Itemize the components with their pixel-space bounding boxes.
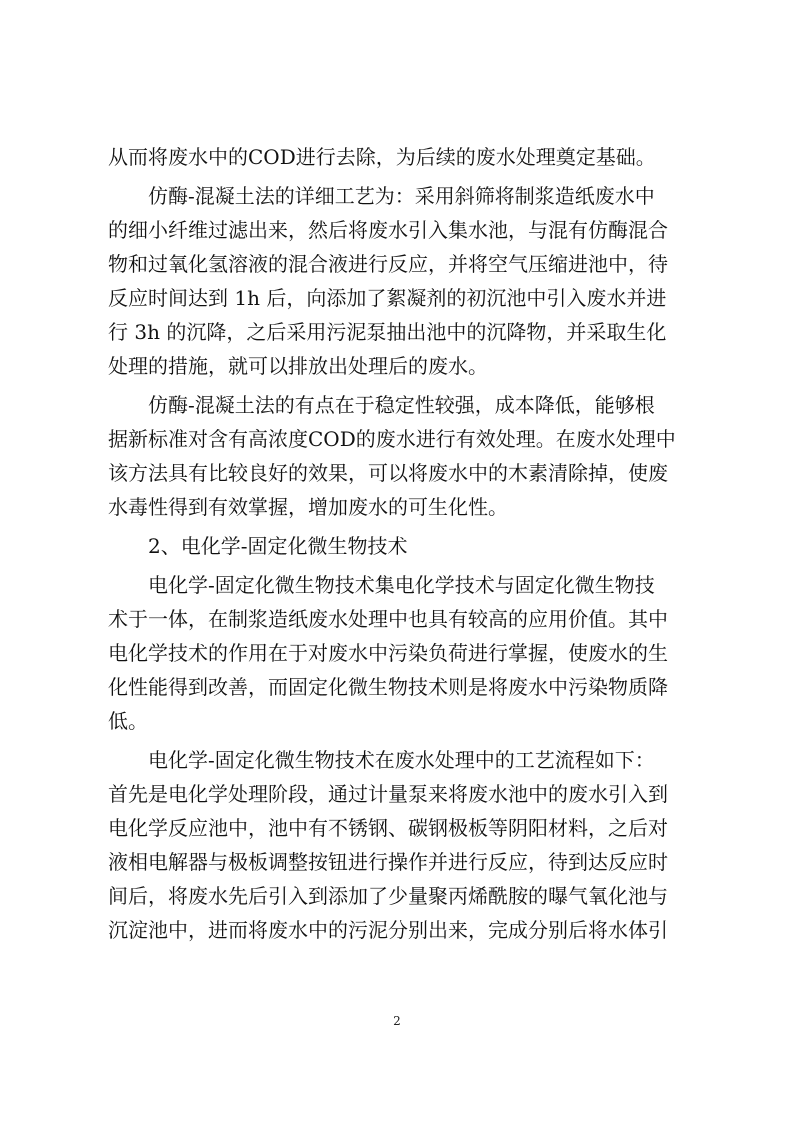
paragraph	[108, 568, 692, 738]
text-line: 电化学-固定化微生物技术在废水处理中的工艺流程如下：	[148, 748, 655, 772]
page-number: 2	[393, 1014, 401, 1028]
paragraph	[108, 179, 692, 383]
text-line: 电化学-固定化微生物技术集电化学技术与固定化微生物技	[148, 573, 655, 597]
text-line: 行 3h 的沉降，之后采用污泥泵抽出池中的沉降物，并采取生化	[108, 320, 667, 344]
text-line: 仿酶-混凝土法的详细工艺为：采用斜筛将制浆造纸废水中	[148, 184, 655, 208]
text-line: 该方法具有比较良好的效果，可以将废水中的木素清除掉，使废	[108, 461, 668, 485]
heading-text: 2、电化学-固定化微生物技术	[148, 534, 408, 558]
text-line: 电化学技术的作用在于对废水中污染负荷进行掌握，使废水的生	[108, 641, 668, 665]
text-line: 间后，将废水先后引入到添加了少量聚丙烯酰胺的曝气氧化池与	[108, 884, 668, 908]
text-line: 仿酶-混凝土法的有点在于稳定性较强，成本降低，能够根	[148, 393, 655, 417]
text-line: 术于一体，在制浆造纸废水处理中也具有较高的应用价值。其中	[108, 607, 668, 631]
text-line: 从而将废水中的COD进行去除，为后续的废水处理奠定基础。	[108, 145, 656, 169]
text-line: 沉淀池中，进而将废水中的污泥分别出来，完成分别后将水体引	[108, 918, 668, 942]
paragraph	[108, 743, 692, 947]
text-line: 首先是电化学处理阶段，通过计量泵来将废水池中的废水引入到	[108, 782, 668, 806]
text-line: 电化学反应池中，池中有不锈钢、碳钢极板等阴阳材料，之后对	[108, 816, 668, 840]
text-line: 的细小纤维过滤出来，然后将废水引入集水池，与混有仿酶混合	[108, 218, 668, 242]
text-line: 据新标准对含有高浓度COD的废水进行有效处理。在废水处理中	[108, 427, 676, 451]
text-line: 物和过氧化氢溶液的混合液进行反应，并将空气压缩进池中，待	[108, 252, 668, 276]
text-line: 化性能得到改善，而固定化微生物技术则是将废水中污染物质降	[108, 675, 668, 699]
text-line: 低。	[108, 709, 148, 733]
paragraph	[108, 140, 692, 174]
text-line: 处理的措施，就可以排放出处理后的废水。	[108, 354, 488, 378]
text-line: 液相电解器与极板调整按钮进行操作并进行反应，待到达反应时	[108, 850, 668, 874]
body-text	[108, 140, 692, 947]
paragraph	[108, 388, 692, 524]
text-line: 水毒性得到有效掌握，增加废水的可生化性。	[108, 495, 508, 519]
section-heading	[108, 529, 692, 563]
text-line: 反应时间达到 1h 后，向添加了絮凝剂的初沉池中引入废水并进	[108, 286, 667, 310]
